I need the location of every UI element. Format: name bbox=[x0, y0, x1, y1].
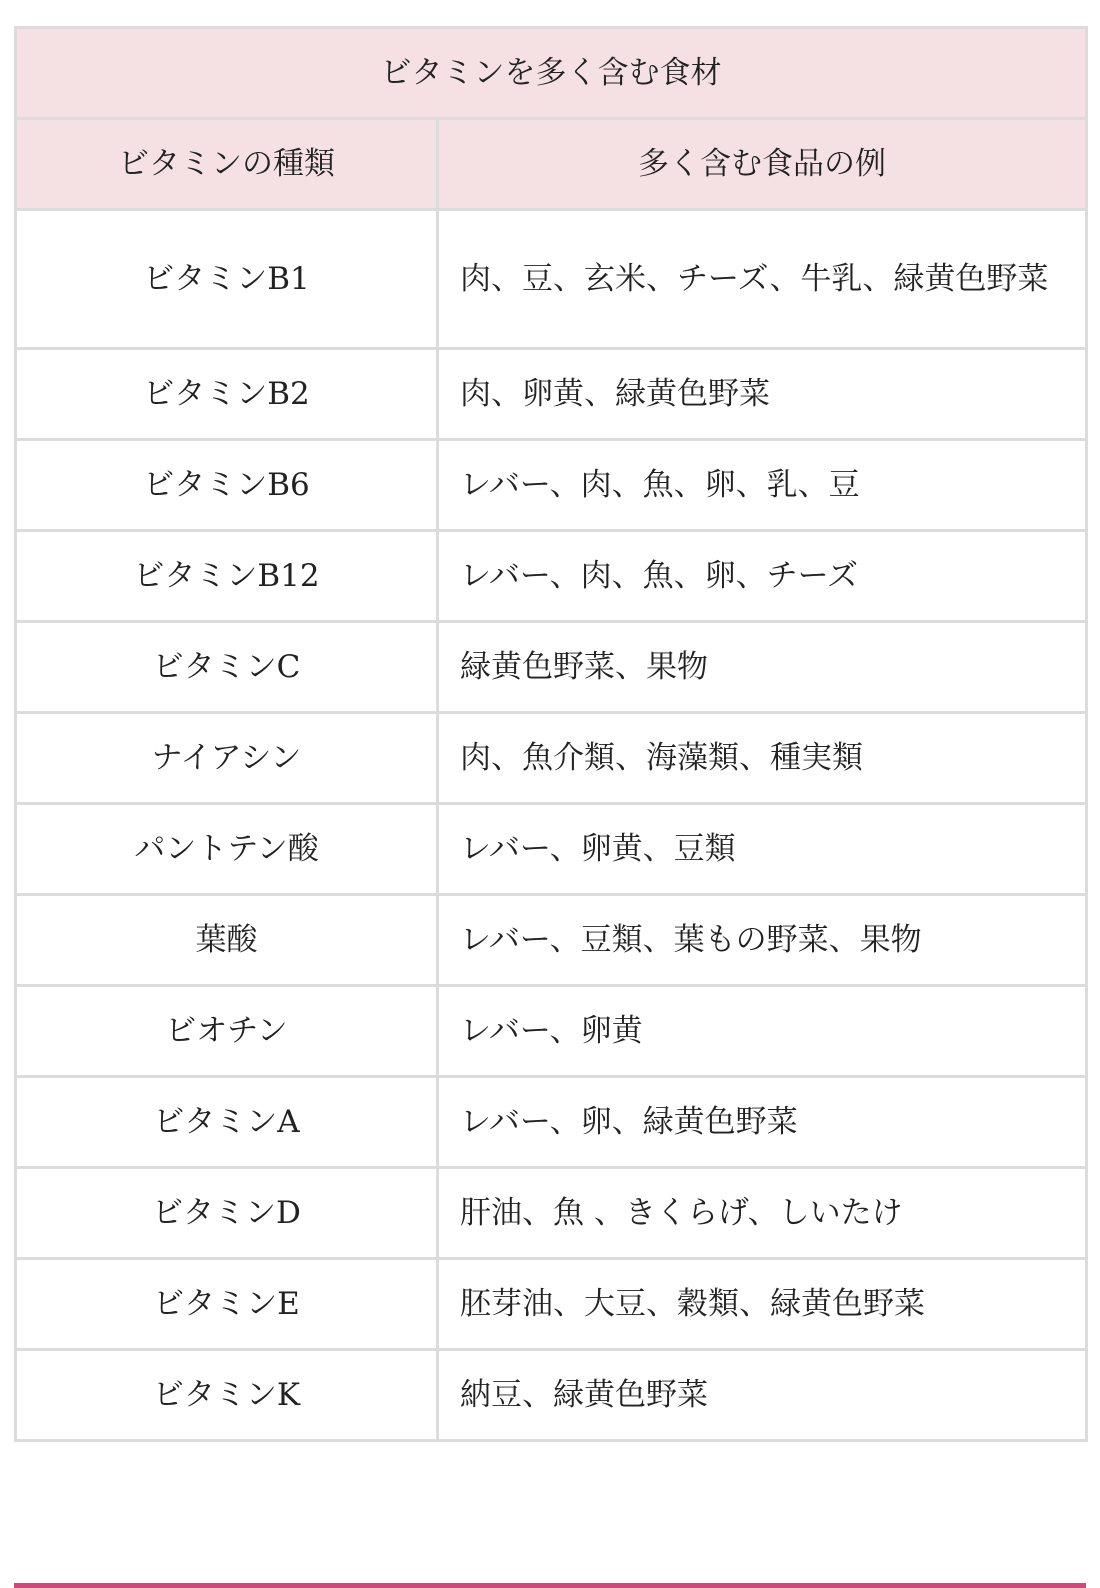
vitamin-type-cell: ビタミンE bbox=[16, 1259, 438, 1350]
food-examples-cell: 緑黄色野菜、果物 bbox=[438, 622, 1087, 713]
table-row bbox=[16, 1350, 1087, 1441]
table-row bbox=[16, 713, 1087, 804]
column-header-vitamin-type: ビタミンの種類 bbox=[16, 119, 438, 210]
food-examples-cell: レバー、肉、魚、卵、チーズ bbox=[438, 531, 1087, 622]
food-examples-cell: 納豆、緑黄色野菜 bbox=[438, 1350, 1087, 1441]
food-examples-cell: レバー、卵、緑黄色野菜 bbox=[438, 1077, 1087, 1168]
food-examples-cell: レバー、卵黄 bbox=[438, 986, 1087, 1077]
food-examples-cell: 肉、卵黄、緑黄色野菜 bbox=[438, 349, 1087, 440]
vitamin-foods-table bbox=[14, 26, 1088, 1442]
table-row bbox=[16, 440, 1087, 531]
vitamin-type-cell: ナイアシン bbox=[16, 713, 438, 804]
table-title: ビタミンを多く含む食材 bbox=[16, 28, 1087, 119]
food-examples-cell: 肝油、魚 、きくらげ、しいたけ bbox=[438, 1168, 1087, 1259]
food-examples-cell: レバー、豆類、葉もの野菜、果物 bbox=[438, 895, 1087, 986]
table-row bbox=[16, 804, 1087, 895]
vitamin-type-cell: ビタミンB2 bbox=[16, 349, 438, 440]
food-examples-cell: 肉、魚介類、海藻類、種実類 bbox=[438, 713, 1087, 804]
vitamin-type-cell: 葉酸 bbox=[16, 895, 438, 986]
table-row bbox=[16, 1259, 1087, 1350]
table-row bbox=[16, 986, 1087, 1077]
vitamin-type-cell: ビタミンC bbox=[16, 622, 438, 713]
food-examples-cell: 肉、豆、玄米、チーズ、牛乳、緑黄色野菜 bbox=[438, 210, 1087, 349]
table-row bbox=[16, 622, 1087, 713]
table-row bbox=[16, 531, 1087, 622]
food-examples-cell: レバー、肉、魚、卵、乳、豆 bbox=[438, 440, 1087, 531]
column-header-food-examples: 多く含む食品の例 bbox=[438, 119, 1087, 210]
vitamin-type-cell: ビオチン bbox=[16, 986, 438, 1077]
vitamin-type-cell: ビタミンA bbox=[16, 1077, 438, 1168]
table-header-row bbox=[16, 119, 1087, 210]
table-row bbox=[16, 1168, 1087, 1259]
vitamin-type-cell: ビタミンB1 bbox=[16, 210, 438, 349]
food-examples-cell: レバー、卵黄、豆類 bbox=[438, 804, 1087, 895]
vitamin-type-cell: ビタミンK bbox=[16, 1350, 438, 1441]
section-divider bbox=[14, 1583, 1086, 1588]
food-examples-cell: 胚芽油、大豆、穀類、緑黄色野菜 bbox=[438, 1259, 1087, 1350]
vitamin-type-cell: パントテン酸 bbox=[16, 804, 438, 895]
table-row bbox=[16, 210, 1087, 349]
vitamin-type-cell: ビタミンB6 bbox=[16, 440, 438, 531]
table-row bbox=[16, 349, 1087, 440]
vitamin-type-cell: ビタミンB12 bbox=[16, 531, 438, 622]
table-row bbox=[16, 895, 1087, 986]
table-row bbox=[16, 1077, 1087, 1168]
table-title-row bbox=[16, 28, 1087, 119]
vitamin-type-cell: ビタミンD bbox=[16, 1168, 438, 1259]
